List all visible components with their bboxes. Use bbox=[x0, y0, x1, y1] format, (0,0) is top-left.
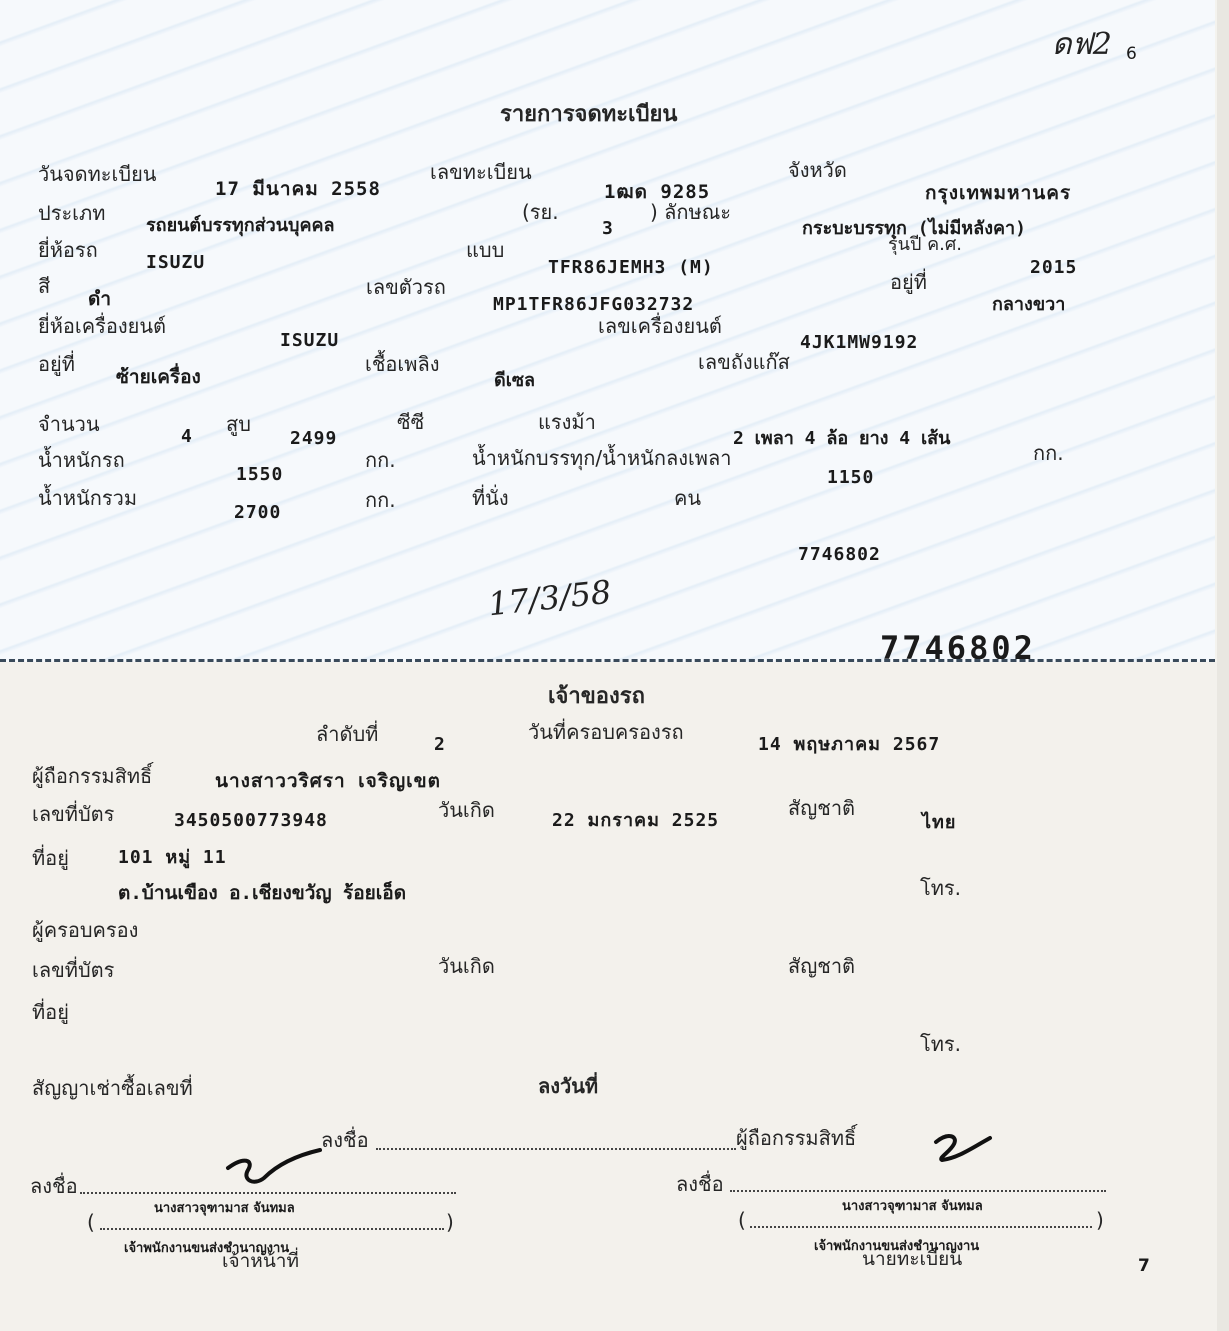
year-label: รุ่นปี ค.ศ. bbox=[888, 234, 963, 255]
possessor-phone-label: โทร. bbox=[920, 1032, 962, 1056]
engine-location-value: ซ้ายเครื่อง bbox=[116, 366, 201, 388]
right-official-name: นางสาวจุฑามาส จันทมล bbox=[842, 1199, 983, 1214]
page-number-bottom: 7 bbox=[1138, 1256, 1150, 1276]
horsepower-label: แรงม้า bbox=[538, 410, 596, 434]
plate-label: เลขทะเบียน bbox=[430, 160, 532, 184]
reg-date-label: วันจดทะเบียน bbox=[38, 162, 157, 186]
engine-number-value: 4JK1MW9192 bbox=[800, 332, 919, 353]
document-number: 7746802 bbox=[798, 544, 881, 565]
left-paren-open: ( bbox=[87, 1210, 95, 1234]
cylinders-label: สูบ bbox=[226, 412, 251, 436]
model-label: แบบ bbox=[466, 238, 505, 262]
left-name-line bbox=[100, 1228, 444, 1230]
left-sign-label: ลงชื่อ bbox=[30, 1174, 78, 1198]
address-line1: 101 หมู่ 11 bbox=[118, 847, 227, 868]
characteristic-value: กระบะบรรทุก (ไม่มีหลังคา) bbox=[802, 218, 1026, 239]
document-number-stamp: 7746802 bbox=[880, 632, 1036, 659]
load-label: น้ำหนักบรรทุก/น้ำหนักลงเพลา bbox=[472, 446, 732, 470]
birth-date-value: 22 มกราคม 2525 bbox=[552, 810, 720, 831]
holder-signature bbox=[928, 1128, 998, 1168]
registration-title: รายการจดทะเบียน bbox=[500, 102, 678, 127]
engine-brand-value: ISUZU bbox=[280, 330, 340, 351]
color-value: ดำ bbox=[88, 288, 113, 310]
chassis-location-label: อยู่ที่ bbox=[890, 270, 927, 294]
birth-date-label: วันเกิด bbox=[438, 798, 495, 822]
ry-value: 3 bbox=[602, 218, 614, 239]
holder-sign-label: ผู้ถือกรรมสิทธิ์ bbox=[736, 1126, 857, 1150]
cylinders-value: 4 bbox=[181, 426, 193, 447]
type-value: รถยนต์บรรทุกส่วนบุคคล bbox=[146, 215, 335, 236]
type-label: ประเภท bbox=[38, 201, 106, 225]
right-name-line bbox=[750, 1226, 1092, 1228]
engine-number-label: เลขเครื่องยนต์ bbox=[598, 314, 722, 338]
holder-label: ผู้ถือกรรมสิทธิ์ bbox=[32, 764, 153, 788]
possession-date-label: วันที่ครอบครองรถ bbox=[528, 720, 684, 744]
possessor-birth-label: วันเกิด bbox=[438, 954, 495, 978]
right-official-role: นายทะเบียน bbox=[862, 1248, 963, 1270]
left-official-position: เจ้าพนักงานขนส่งชำนาญงาน bbox=[124, 1241, 290, 1256]
seats-label: ที่นั่ง bbox=[472, 486, 509, 510]
brand-value: ISUZU bbox=[146, 252, 206, 273]
province-value: กรุงเทพมหานคร bbox=[925, 182, 1072, 204]
nationality-label: สัญชาติ bbox=[788, 796, 856, 820]
page-edge bbox=[1217, 0, 1229, 1331]
possession-date-value: 14 พฤษภาคม 2567 bbox=[758, 734, 941, 755]
perforation-line bbox=[0, 659, 1215, 662]
load-unit: กก. bbox=[1033, 441, 1064, 465]
chassis-value: MP1TFR86JFG032732 bbox=[493, 294, 695, 315]
right-paren-close: ) bbox=[1096, 1208, 1104, 1232]
engine-location-label: อยู่ที่ bbox=[38, 352, 75, 376]
weight-value: 1550 bbox=[236, 464, 284, 485]
sign-name-line bbox=[376, 1148, 736, 1150]
chassis-location-value: กลางขวา bbox=[992, 294, 1066, 315]
sequence-value: 2 bbox=[434, 734, 446, 755]
count-label: จำนวน bbox=[38, 412, 100, 436]
possessor-label: ผู้ครอบครอง bbox=[32, 918, 139, 942]
address-label: ที่อยู่ bbox=[32, 846, 69, 870]
corner-handwritten-note: ดฟ2 bbox=[1052, 27, 1112, 62]
ry-label: (รย. bbox=[522, 200, 559, 224]
model-value: TFR86JEMH3 (M) bbox=[548, 257, 714, 278]
handwritten-date: 17/3/58 bbox=[486, 572, 614, 624]
gas-tank-label: เลขถังแก๊ส bbox=[698, 350, 790, 374]
sign-date-label: ลงวันที่ bbox=[538, 1074, 599, 1098]
right-official-position: เจ้าพนักงานขนส่งชำนาญงาน bbox=[814, 1239, 980, 1254]
left-official-role: เจ้าหน้าที่ bbox=[222, 1250, 300, 1272]
address-line2: ต.บ้านเขือง อ.เชียงขวัญ ร้อยเอ็ด bbox=[118, 882, 407, 904]
year-value: 2015 bbox=[1030, 257, 1078, 278]
sequence-label: ลำดับที่ bbox=[316, 722, 379, 746]
id-card-label: เลขที่บัตร bbox=[32, 802, 115, 826]
plate-value: 1ฒด 9285 bbox=[604, 181, 711, 203]
page-number-top: 6 bbox=[1126, 44, 1137, 64]
right-paren-open: ( bbox=[738, 1208, 746, 1232]
cc-value: 2499 bbox=[290, 428, 338, 449]
left-official-name: นางสาวจุฑามาส จันทมล bbox=[154, 1201, 295, 1216]
right-sign-label: ลงชื่อ bbox=[676, 1172, 724, 1196]
holder-value: นางสาววริศรา เจริญเขต bbox=[215, 770, 441, 792]
nationality-value: ไทย bbox=[922, 812, 957, 833]
owner-title: เจ้าของรถ bbox=[548, 684, 645, 709]
fuel-label: เชื้อเพลิง bbox=[365, 352, 440, 376]
weight-unit: กก. bbox=[365, 448, 396, 472]
left-signature bbox=[224, 1146, 324, 1196]
total-weight-label: น้ำหนักรวม bbox=[38, 486, 138, 510]
possessor-nationality-label: สัญชาติ bbox=[788, 954, 856, 978]
seats-unit: คน bbox=[674, 486, 702, 510]
possessor-id-label: เลขที่บัตร bbox=[32, 958, 115, 982]
phone-label: โทร. bbox=[920, 876, 962, 900]
possessor-address-label: ที่อยู่ bbox=[32, 1000, 69, 1024]
id-card-value: 3450500773948 bbox=[174, 810, 328, 831]
brand-label: ยี่ห้อรถ bbox=[38, 238, 98, 262]
lease-contract-label: สัญญาเช่าซื้อเลขที่ bbox=[32, 1076, 193, 1100]
engine-brand-label: ยี่ห้อเครื่องยนต์ bbox=[38, 314, 167, 338]
color-label: สี bbox=[38, 274, 51, 298]
province-label: จังหวัด bbox=[788, 158, 847, 182]
load-value: 1150 bbox=[827, 467, 875, 488]
right-sign-line bbox=[730, 1190, 1106, 1192]
left-paren-close: ) bbox=[446, 1210, 454, 1234]
axles-value: 2 เพลา 4 ล้อ ยาง 4 เส้น bbox=[733, 428, 951, 449]
characteristic-label: ) ลักษณะ bbox=[650, 200, 732, 224]
fuel-value: ดีเซล bbox=[494, 370, 536, 391]
sign-name-label: ลงชื่อ bbox=[321, 1128, 369, 1152]
total-weight-unit: กก. bbox=[365, 488, 396, 512]
cc-label: ซีซี bbox=[397, 410, 425, 434]
owner-section bbox=[0, 662, 1217, 1331]
reg-date-value: 17 มีนาคม 2558 bbox=[215, 178, 381, 200]
weight-label: น้ำหนักรถ bbox=[38, 448, 125, 472]
total-weight-value: 2700 bbox=[234, 502, 282, 523]
chassis-label: เลขตัวรถ bbox=[366, 275, 446, 299]
